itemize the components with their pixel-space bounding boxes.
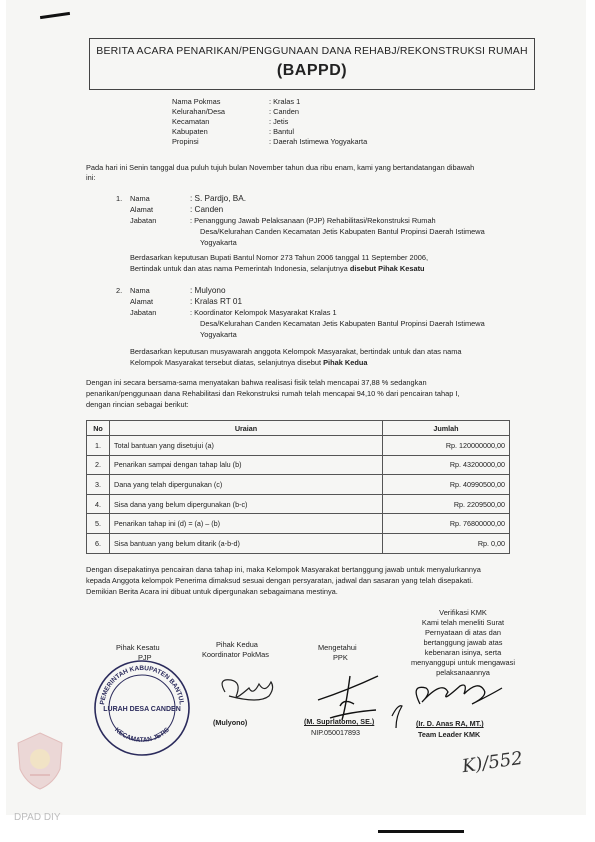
party-position: Yogyakarta <box>200 238 237 247</box>
row-number: 3. <box>87 475 110 495</box>
party-basis: Berdasarkan keputusan Bupati Bantul Nomor 273 Tahun 2006 tanggal 11 September 2006, <box>130 253 429 262</box>
info-label: Kelurahan/Desa <box>172 107 226 116</box>
row-number: 1. <box>87 436 110 456</box>
info-value: : Canden <box>269 107 299 116</box>
verification-text: Pernyataan di atas dan <box>424 628 501 637</box>
signatory-role: Koordinator PokMas <box>202 650 269 659</box>
signatory-nip: NIP.050017893 <box>311 728 361 737</box>
party-number: 1. <box>116 194 123 203</box>
signatory-title: Team Leader KMK <box>418 730 481 739</box>
signature-kmk <box>416 685 502 704</box>
watermark-text: DPAD DIY <box>14 812 61 823</box>
field-label: Alamat <box>130 297 154 306</box>
row-description: Sisa dana yang belum dipergunakan (b-c) <box>110 494 383 514</box>
field-label: Alamat <box>130 205 154 214</box>
row-amount: Rp. 40990500,00 <box>383 475 510 495</box>
document-title: BERITA ACARA PENARIKAN/PENGGUNAAN DANA REHABJ/REKONSTRUKSI RUMAH <box>96 45 528 57</box>
signature-check <box>392 706 402 728</box>
party-position: : Penanggung Jawab Pelaksanaan (PJP) Rehabilitasi/Rekonstruksi Rumah <box>190 216 436 225</box>
verification-text: bertanggung jawab atas <box>423 638 503 647</box>
field-label: Nama <box>130 286 150 295</box>
info-value: : Bantul <box>269 127 295 136</box>
column-header-jumlah: Jumlah <box>383 421 510 436</box>
info-label: Propinsi <box>172 137 199 146</box>
party-basis: Bertindak untuk dan atas nama Pemerintah Indonesia, selanjutnya disebut Pihak Kesatu <box>130 264 425 273</box>
party-basis: Kelompok Masyarakat tersebut diatas, selanjutnya disebut Pihak Kedua <box>130 358 368 367</box>
verification-text: Kami telah meneliti Surat <box>421 618 505 627</box>
bottom-bar <box>378 830 464 833</box>
info-value: : Jetis <box>269 117 289 126</box>
info-label: Kecamatan <box>172 117 210 126</box>
info-label: Kabupaten <box>172 127 208 136</box>
signatory-name: (Ir. D. Anas RA, MT.) <box>416 719 484 728</box>
row-description: Dana yang telah dipergunakan (c) <box>110 475 383 495</box>
signature-mengetahui <box>318 676 378 720</box>
column-header-no: No <box>87 421 110 436</box>
party-basis: Berdasarkan keputusan musyawarah anggota Kelompok Masyarakat, bertindak untuk dan atas nama <box>130 347 462 356</box>
info-value: : Daerah Istimewa Yogyakarta <box>269 137 368 146</box>
signatory-role: PJP <box>138 653 152 662</box>
svg-text:LURAH DESA CANDEN: LURAH DESA CANDEN <box>103 706 181 713</box>
signatory-name: (Mulyono) <box>213 718 248 727</box>
field-label: Jabatan <box>130 216 157 225</box>
handwritten-note: K)/552 <box>460 747 524 778</box>
row-number: 6. <box>87 533 110 553</box>
column-header-uraian: Uraian <box>110 421 383 436</box>
row-amount: Rp. 43200000,00 <box>383 455 510 475</box>
statement-text: Dengan ini secara bersama-sama menyatakan bahwa realisasi fisik telah mencapai 37,88 % sedangkan <box>86 378 427 387</box>
signature-kedua <box>222 680 273 700</box>
row-amount: Rp. 76800000,00 <box>383 514 510 534</box>
signatory-role: PPK <box>333 653 348 662</box>
party-name: : Mulyono <box>190 286 226 295</box>
signatory-role: Pihak Kesatu <box>116 643 160 652</box>
party-address: : Kralas RT 01 <box>190 297 243 306</box>
row-description: Penarikan tahap ini (d) = (a) – (b) <box>110 514 383 534</box>
signatory-role: Mengetahui <box>318 643 357 652</box>
party-position: : Koordinator Kelompok Masyarakat Kralas 1 <box>190 308 337 317</box>
opening-text: ini: <box>86 173 96 182</box>
party-position: Desa/Kelurahan Canden Kecamatan Jetis Kabupaten Bantul Propinsi Daerah Istimewa <box>200 227 485 236</box>
statement-text: dengan rincian sebagai berikut: <box>86 400 189 409</box>
statement-text: penarikan/penggunaan dana Rehabilitasi dan Rekonstruksi rumah telah mencapai 94,10 % dari pencairan tahap I, <box>86 389 460 398</box>
svg-text:KECAMATAN JETIS: KECAMATAN JETIS <box>113 726 171 744</box>
signatory-name: (M. Suprlatomo, SE.) <box>304 717 375 726</box>
verification-text: Verifikasi KMK <box>439 608 487 617</box>
party-name: : S. Pardjo, BA. <box>190 194 246 203</box>
party-position: Desa/Kelurahan Canden Kecamatan Jetis Kabupaten Bantul Propinsi Daerah Istimewa <box>200 319 485 328</box>
party-address: : Canden <box>190 205 224 214</box>
row-number: 2. <box>87 455 110 475</box>
row-description: Penarikan sampai dengan tahap lalu (b) <box>110 455 383 475</box>
info-label: Nama Pokmas <box>172 97 221 106</box>
row-amount: Rp. 2209500,00 <box>383 494 510 514</box>
row-amount: Rp. 120000000,00 <box>383 436 510 456</box>
party-position: Yogyakarta <box>200 330 237 339</box>
row-description: Total bantuan yang disetujui (a) <box>110 436 383 456</box>
official-stamp <box>92 658 192 758</box>
verification-text: pelaksanaannya <box>436 668 490 677</box>
verification-text: menyanggupi untuk mengawasi <box>411 658 515 667</box>
row-number: 4. <box>87 494 110 514</box>
signatory-role: Pihak Kedua <box>216 640 258 649</box>
svg-text:PEMERINTAH KABUPATEN BANTUL: PEMERINTAH KABUPATEN BANTUL <box>99 664 185 706</box>
row-description: Sisa bantuan yang belum ditarik (a-b-d) <box>110 533 383 553</box>
info-value: : Kralas 1 <box>269 97 301 106</box>
verification-text: kebenaran isinya, serta <box>424 648 502 657</box>
field-label: Nama <box>130 194 150 203</box>
opening-text: Pada hari ini Senin tanggal dua puluh tujuh bulan November tahun dua ribu enam, kami yang bertandatangan dibawah <box>86 163 475 172</box>
closing-text: Dengan disepakatinya pencairan dana tahap ini, maka Kelompok Masyarakat bertanggung jawab untuk menyalurkannya <box>86 565 481 574</box>
row-amount: Rp. 0,00 <box>383 533 510 553</box>
row-number: 5. <box>87 514 110 534</box>
party-number: 2. <box>116 286 123 295</box>
seal-logo-icon <box>14 731 66 791</box>
field-label: Jabatan <box>130 308 157 317</box>
document-acronym: (BAPPD) <box>276 62 348 79</box>
closing-text: kepada Anggota kelompok Penerima dimaksud sesuai dengan persyaratan, jadwal dan sasaran yang telah disepakati. <box>86 576 474 585</box>
closing-text: Demikian Berita Acara ini dibuat untuk dipergunakan sebagaimana mestinya. <box>86 587 338 596</box>
